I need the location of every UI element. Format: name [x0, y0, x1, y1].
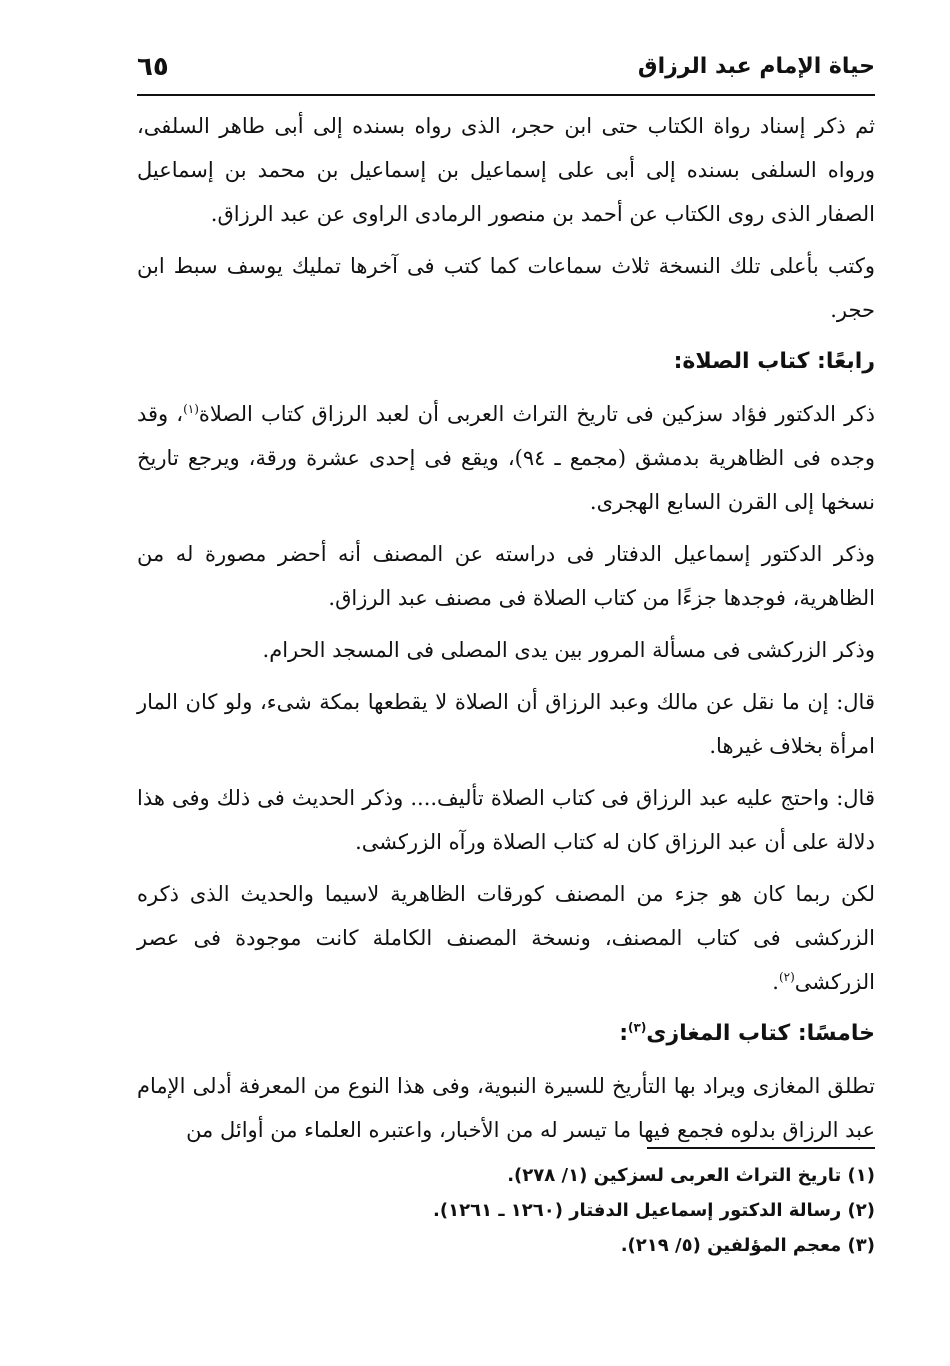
paragraph-text: ، وقد وجده فى الظاهرية بدمشق (مجمع ـ ٩٤)، ويقع فى إحدى عشرة ورقة، ويرجع تاريخ نسخها إلى القرن السابع الهجرى.	[137, 402, 876, 514]
main-text	[137, 104, 875, 1160]
footnote-marker: (١)	[183, 402, 199, 416]
footnote: (٣) معجم المؤلفين (٥/ ٢١٩).	[620, 1235, 875, 1256]
footnote: (١) تاريخ التراث العربى لسزكين (١/ ٢٧٨).	[507, 1165, 875, 1186]
paragraph: تطلق المغازى ويراد بها التأريخ للسيرة النبوية، وفى هذا النوع من المعرفة أدلى الإمام عبد الرزاق بدلوه فجمع فيها ما تيسر له من الأخبار، واعتبره العلماء من أوائل من	[137, 1074, 875, 1142]
footnote: (٢) رسالة الدكتور إسماعيل الدفتار (١٢٦٠ ـ ١٢٦١).	[433, 1200, 875, 1221]
page-number: ٦٥	[137, 52, 169, 82]
paragraph: وذكر الزركشى فى مسألة المرور بين يدى المصلى فى المسجد الحرام.	[262, 638, 875, 662]
paragraph	[137, 392, 875, 524]
footnote-marker: (٣)	[628, 1020, 647, 1035]
footnote-marker: (٢)	[778, 970, 795, 984]
paragraph: ثم ذكر إسناد رواة الكتاب حتى ابن حجر، الذى رواه بسنده إلى أبى طاهر السلفى، ورواه السلفى بسنده إلى أبى على إسماعيل بن إسماعيل بن محمد بن إسماعيل الصفار الذى روى الكتاب عن أحمد بن منصور الرمادى الراوى عن عبد الرزاق.	[137, 114, 875, 226]
paragraph: قال: واحتج عليه عبد الرزاق فى كتاب الصلاة تأليف.... وذكر الحديث فى ذلك وفى هذا دلالة على أن عبد الرزاق كان له كتاب الصلاة ورآه الزركشى.	[137, 786, 875, 854]
paragraph-text: لكن ربما كان هو جزء من المصنف كورقات الظاهرية لاسيما والحديث الذى ذكره الزركشى فى كتاب المصنف، ونسخة المصنف الكاملة كانت موجودة فى عصر الزركشى	[137, 882, 875, 994]
header-rule	[137, 94, 875, 96]
paragraph: قال: إن ما نقل عن مالك وعبد الرزاق أن الصلاة لا يقطعها بمكة شىء، ولو كان المار امرأة بخلاف غيرها.	[137, 690, 875, 758]
section-heading: رابعًا: كتاب الصلاة:	[673, 349, 875, 374]
footnotes	[137, 1158, 875, 1263]
paragraph	[137, 872, 875, 1004]
heading-text: :	[619, 1021, 628, 1046]
heading-text: خامسًا: كتاب المغازى	[646, 1021, 875, 1046]
section-heading	[137, 1012, 875, 1056]
running-title: حياة الإمام عبد الرزاق	[637, 54, 875, 79]
paragraph: وكتب بأعلى تلك النسخة ثلاث سماعات كما كتب فى آخرها تمليك يوسف سبط ابن حجر.	[137, 254, 875, 322]
page-header	[137, 50, 875, 90]
paragraph-text: ذكر الدكتور فؤاد سزكين فى تاريخ التراث العربى أن لعبد الرزاق كتاب الصلاة	[198, 402, 876, 426]
footnote-rule	[647, 1147, 875, 1149]
paragraph: وذكر الدكتور إسماعيل الدفتار فى دراسته عن المصنف أنه أحضر مصورة له من الظاهرية، فوجدها جزءًا من كتاب الصلاة فى مصنف عبد الرزاق.	[137, 542, 875, 610]
paragraph-text: .	[772, 970, 779, 994]
